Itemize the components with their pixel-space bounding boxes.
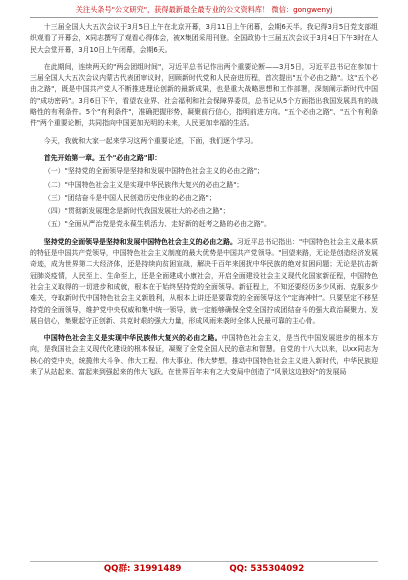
document-body [30,22,378,378]
paragraph-3: 今天，我就和大家一起来学习这两个重要论述，下面，我们逐个学习。 [43,136,258,145]
paragraph-1: 十三届全国人大五次会议于3月5日上午在北京开幕，3月11日上午闭幕，会期6天半。我记得3月5日党支部组织观看了开幕会，X同志撰写了观看心得体会，被X集团采用刊登。全国政协十三届五次会议于3月4日下午3时在人民大会堂开幕，3月10日上午闭幕，会期6天。 [30,23,378,54]
list-item: （四）"贯彻新发展理念是新时代我国发展壮大的必由之路"； [44,207,230,216]
qq-number: QQ: 535304092 [229,564,305,574]
top-banner: 关注头条号"公文研究"，获得最新最全最专业的公文资料库！ 微信：gongwenyj [75,5,333,14]
footer-contact [30,561,378,575]
paragraph-5 [30,333,378,378]
list-item: （五）"全面从严治党是党永葆生机活力、走好新的赶考之路的必由之路"。 [44,220,271,229]
paragraph-4 [30,237,378,327]
section-heading: 首先开始第一章。五个"必由之路"即： [43,153,162,162]
paragraph-5-text: 中国特色社会主义，是当代中国发展进步的根本方向，是我国社会主义现代化建设的根本保证，凝聚了全党全国人民的意志和智慧。自党的十八大以来，以xx同志为核心的党中央，统揽伟大斗争、伟大工程、伟大事业、伟大梦想，推动中国特色社会主义进入新时代，中华民族迎来了从站起来、富起来到强起来的伟大飞跃。在世界百年未有之大变局中创造了"风景这边独好"的发展局 [30,334,379,377]
list-item: （一）"坚持党的全面领导是坚持和发展中国特色社会主义的必由之路"； [44,167,264,176]
paragraph-4-text: 习近平总书记指出："中国特色社会主义最本质的特征是中国共产党领导，中国特色社会主义制度的最大优势是中国共产党领导。"回望来路，无论是创造经济发展奇迹，成为世界第二大经济体，还是持续向贫困宣战，解决千百年来困扰中华民族的绝对贫困问题；无论是抗击新冠肺炎疫情，人民至上、生命至上，还是全面建成小康社会，开启全面建设社会主义现代化国家新征程，中国特色社会主义取得的一切进步和成就，根本在于始终坚持党的全面领导。新征程上，不知还要经历多少风雨、克服多少难关，夺取新时代中国特色社会主义新胜利，从根本上讲还是要靠党的全面领导这个"定海神针"。只要坚定不移坚持党的全面领导，维护党中央权威和集中统一领导，就一定能够确保全党全国拧成团结奋斗的强大政治凝聚力、发展自信心，集聚起守正创新、共克时艰的强大力量，形成风雨来袭时全体人民最可靠的主心骨。 [30,237,379,325]
paragraph-2: 在此期间，连续两天的"两会团组时间"，习近平总书记作出两个重要论断——3月5日，习近平总书记在参加十三届全国人大五次会议内蒙古代表团审议时，回顾新时代党和人民奋进历程，首次提出"五个必由之路"。这"五个必由之路"，既是中国共产党人不断推进理论创新的最新成果，也是重大战略思想和工作部署，深刻阐示新时代中国的"成功密码"。3月6日下午，看望农业界、社会福利和社会保障界委员，总书记从5个方面指出我国发展具有的战略性的有利条件。5个"有利条件"，准确把握形势，凝聚前行信心，指明前进方向。"五个必由之路"、"五个有利条件"两个重要论断，共同指向中国更加光明的未来，人民更加幸福的生活。 [30,62,378,128]
top-divider [30,17,378,18]
paragraph-4-lead: 坚持党的全面领导是坚持和发展中国特色社会主义的必由之路。 [43,237,237,246]
list-item: （三）"团结奋斗是中国人民创造历史伟业的必由之路"； [44,193,216,202]
qq-group-number: QQ群: 31991489 [103,564,182,574]
list-item: （二）"中国特色社会主义是实现中华民族伟大复兴的必由之路"； [44,180,244,189]
paragraph-5-lead: 中国特色社会主义是实现中华民族伟大复兴的必由之路。 [43,334,222,343]
